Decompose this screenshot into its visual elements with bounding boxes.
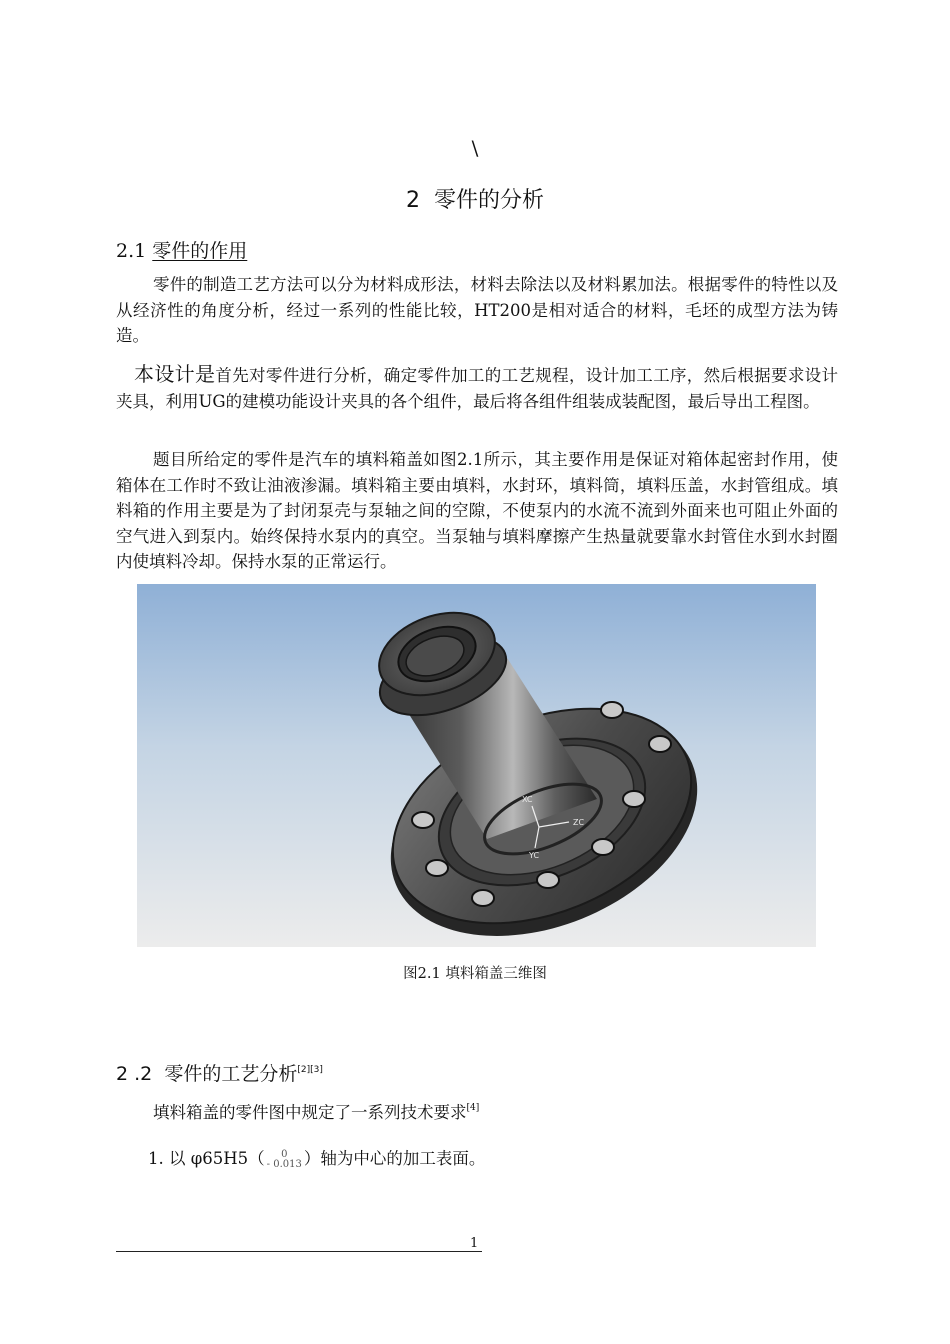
chapter-number: 2 xyxy=(405,188,420,213)
section-2-1-heading xyxy=(116,236,247,263)
top-mark: \ xyxy=(471,136,479,160)
axis-label-xc: XC xyxy=(522,795,533,804)
paragraph-2 xyxy=(116,362,838,414)
list-item-prefix: 1. 以 φ65H5（ xyxy=(148,1149,265,1168)
figure-caption: 图2.1 填料箱盖三维图 xyxy=(403,966,547,982)
tolerance-lower: - 0.013 xyxy=(266,1158,302,1170)
list-item-suffix: ）轴为中心的加工表面。 xyxy=(303,1149,486,1168)
chapter-title: 零件的分析 xyxy=(433,188,544,213)
citation-ref: [4] xyxy=(466,1103,480,1113)
paragraph-4 xyxy=(116,1096,838,1126)
part-3d-render xyxy=(137,584,816,947)
section-number: 2 .2 xyxy=(116,1063,153,1085)
paragraph-2-body: 首先对零件进行分析，确定零件加工的工艺规程，设计加工工序，然后根据要求设计夹具，利用UG的建模功能设计夹具的各个组件，最后将各组件组装成装配图，最后导出工程图。 xyxy=(116,366,839,411)
axis-label-zc: ZC xyxy=(573,818,585,827)
paragraph-4-text: 填料箱盖的零件图中规定了一系列技术要求 xyxy=(153,1103,467,1122)
footer-rule xyxy=(116,1251,482,1252)
list-item-1 xyxy=(148,1146,838,1172)
paragraph-2-lead: 本设计是 xyxy=(134,362,216,386)
axis-label-yc: YC xyxy=(529,851,540,860)
section-title: 零件的工艺分析 xyxy=(164,1063,298,1085)
section-number: 2.1 xyxy=(116,240,147,262)
tolerance-upper: 0 xyxy=(281,1148,288,1160)
tolerance xyxy=(267,1150,302,1170)
section-2-2-heading xyxy=(116,1059,323,1086)
section-title: 零件的作用 xyxy=(152,240,248,262)
page-number: 1 xyxy=(470,1236,479,1251)
part-3d-figure xyxy=(137,584,816,947)
paragraph-1: 零件的制造工艺方法可以分为材料成形法，材料去除法以及材料累加法。根据零件的特性以及从经济性的角度分析，经过一系列的性能比较，HT200是相对适合的材料，毛坯的成型方法为铸造。 xyxy=(116,275,838,345)
citation-ref: [2][3] xyxy=(297,1065,323,1075)
paragraph-3: 题目所给定的零件是汽车的填料箱盖如图2.1所示，其主要作用是保证对箱体起密封作用，使箱体在工作时不致让油液渗漏。填料箱主要由填料，水封环，填料筒，填料压盖，水封管组成。填料箱的作用主要是为了封闭泵壳与泵轴之间的空隙，不使泵内的水流不流到外面来也可阻止外面的空气进入到泵内。始终保持水泵内的真空。当泵轴与填料摩擦产生热量就要靠水封管住水到水封圈内使填料冷却。保持水泵的正常运行。 xyxy=(116,450,838,571)
chapter-heading xyxy=(0,183,950,214)
